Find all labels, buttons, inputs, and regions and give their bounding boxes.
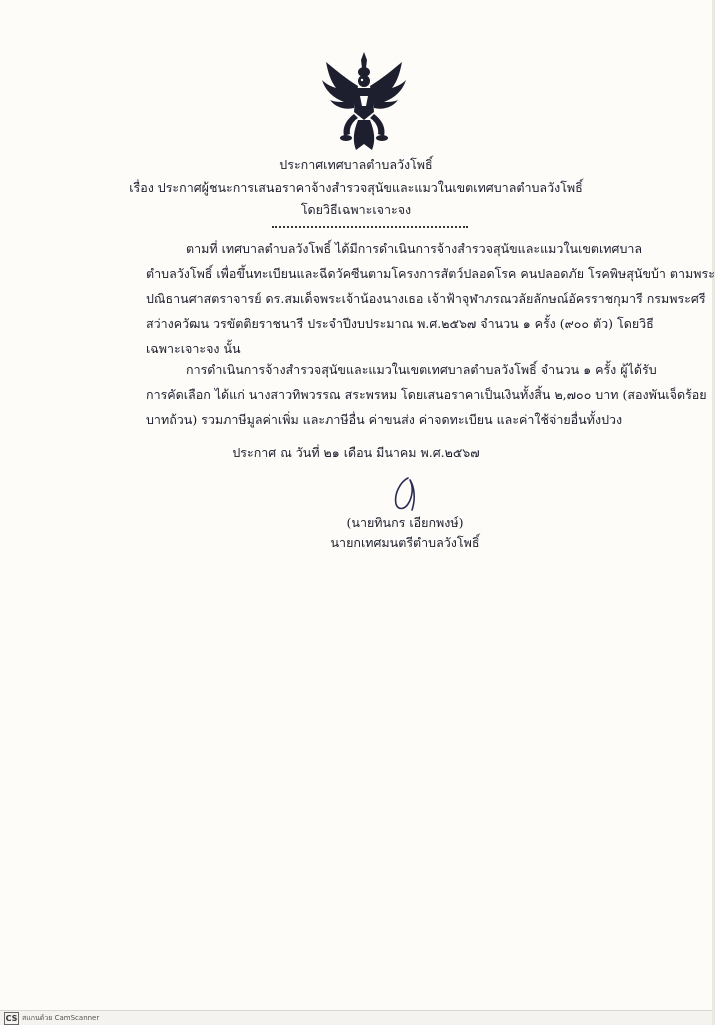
procurement-method: โดยวิธีเฉพาะเจาะจง (300, 202, 412, 217)
garuda-emblem-icon (318, 50, 410, 154)
paragraph-2-line: การคัดเลือก ได้แก่ นางสาวทิพวรรณ สระพรหม โดยเสนอราคาเป็นเงินทั้งสิ้น ๒,๗๐๐ บาท (สองพันเจ็ดร้อย (146, 387, 707, 402)
announcement-date: ประกาศ ณ วันที่ ๒๑ เดือน มีนาคม พ.ศ.๒๕๖๗ (232, 445, 480, 460)
signatory-title: นายกเทศมนตรีตำบลวังโพธิ์ (330, 535, 480, 550)
announcement-subject: เรื่อง ประกาศผู้ชนะการเสนอราคาจ้างสำรวจสุนัขและแมวในเขตเทศบาลตำบลวังโพธิ์ (129, 180, 583, 195)
camscanner-logo-icon: CS (5, 1014, 18, 1023)
paragraph-1-line: ปณิธานศาสตราจารย์ ดร.สมเด็จพระเจ้าน้องนางเธอ เจ้าฟ้าจุฬาภรณวลัยลักษณ์อัครราชกุมารี กรมพระศรี (146, 291, 706, 306)
handwritten-signature (388, 472, 424, 516)
camscanner-label: สแกนด้วย CamScanner (22, 1014, 100, 1022)
announcement-heading: ประกาศเทศบาลตำบลวังโพธิ์ (279, 157, 433, 172)
paragraph-2 (146, 357, 707, 432)
paragraph-2-line: บาทถ้วน) รวมภาษีมูลค่าเพิ่ม และภาษีอื่น ค่าขนส่ง ค่าจดทะเบียน และค่าใช้จ่ายอื่นทั้งปวง (146, 412, 623, 427)
paragraph-2-line: การดำเนินการจ้างสำรวจสุนัขและแมวในเขตเทศบาลตำบลวังโพธิ์ จำนวน ๑ ครั้ง ผู้ได้รับ (186, 362, 657, 377)
dotted-divider (272, 226, 468, 228)
paragraph-1-line: ตำบลวังโพธิ์ เพื่อขึ้นทะเบียนและฉีดวัคซีนตามโครงการสัตว์ปลอดโรค คนปลอดภัย โรคพิษสุนัขบ้า ตามพระ (146, 266, 715, 281)
paragraph-1-line: เฉพาะเจาะจง นั้น (146, 341, 241, 356)
signatory-name: (นายทินกร เอียกพงษ์) (346, 515, 464, 530)
paragraph-1 (146, 236, 715, 361)
paragraph-1-line: สว่างควัฒน วรขัตติยราชนารี ประจำปีงบประมาณ พ.ศ.๒๕๖๗ จำนวน ๑ ครั้ง (๙๐๐ ตัว) โดยวิธี (146, 316, 654, 331)
paragraph-1-line: ตามที่ เทศบาลตำบลวังโพธิ์ ได้มีการดำเนินการจ้างสำรวจสุนัขและแมวในเขตเทศบาล (186, 241, 643, 256)
scanner-footer (0, 1010, 712, 1025)
